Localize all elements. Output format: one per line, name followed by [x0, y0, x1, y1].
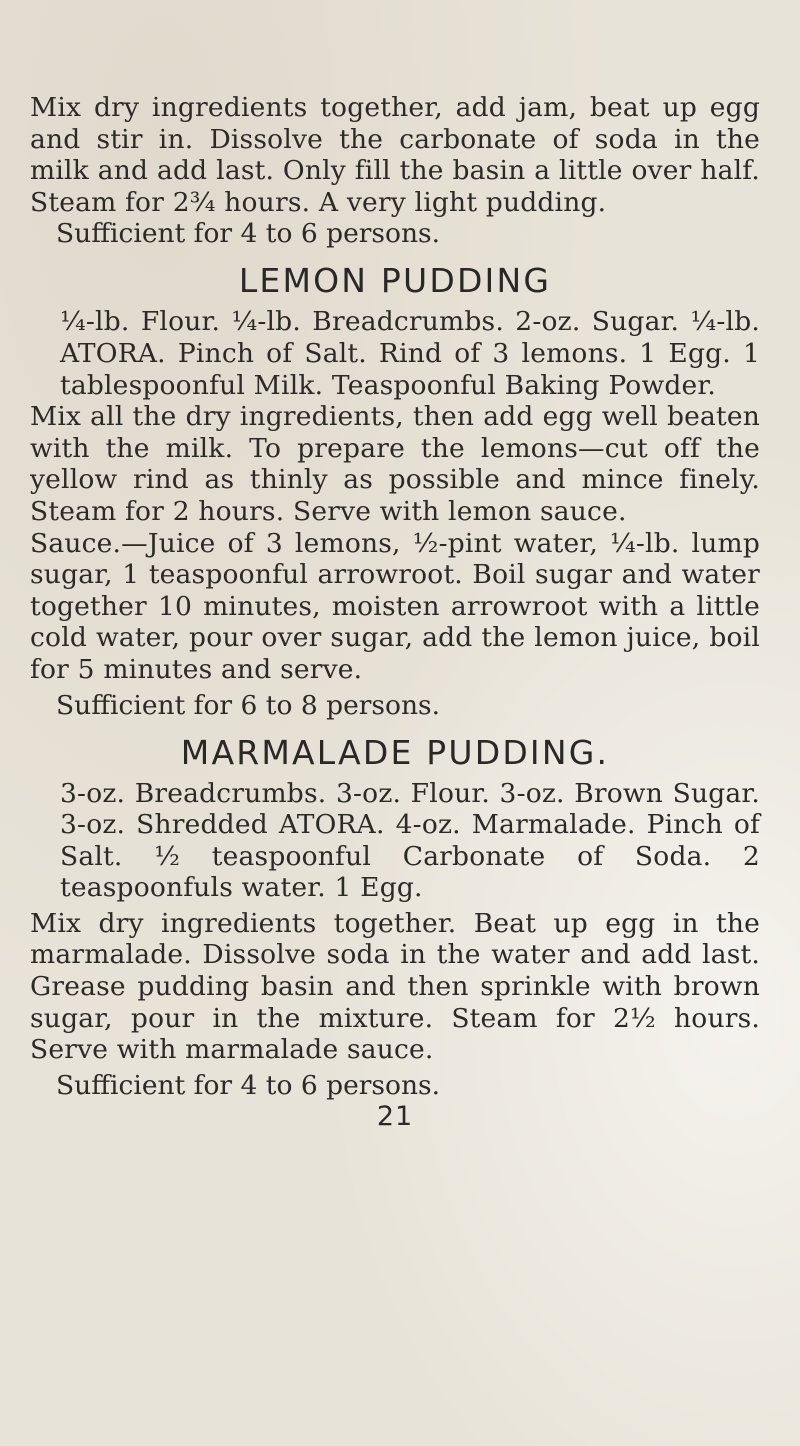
- lemon-sufficient: Sufficient for 6 to 8 persons.: [56, 689, 441, 721]
- lemon-sauce: Sauce.—Juice of 3 lemons, ½-pint water, ¼-lb. lump sugar, 1 teaspoonful arrowroot. Boil sugar and water together 10 minutes, moisten arrowroot with a little cold water, pour over sugar, add the lemon juice, boil for 5 minutes and serve.: [30, 527, 760, 685]
- lemon-method: Mix all the dry ingredients, then add egg well beaten with the milk. To prepare the lemons—cut off the yellow rind as thinly as possible and mince finely. Steam for 2 hours. Serve with lemon sauce.: [30, 401, 760, 527]
- lemon-ingredients: ¼-lb. Flour. ¼-lb. Breadcrumbs. 2-oz. Sugar. ¼-lb. ATORA. Pinch of Salt. Rind of 3 lemons. 1 Egg. 1 tablespoonful Milk. Teaspoonful Baking Powder.: [60, 306, 760, 401]
- page-number: 21: [376, 1100, 414, 1132]
- lemon-pudding-title: LEMON PUDDING: [238, 261, 552, 301]
- marmalade-pudding-title: MARMALADE PUDDING.: [180, 732, 610, 772]
- page-content: [30, 92, 760, 1132]
- marmalade-sufficient: Sufficient for 4 to 6 persons.: [56, 1069, 441, 1101]
- marmalade-method: Mix dry ingredients together. Beat up egg in the marmalade. Dissolve soda in the water and add last. Grease pudding basin and then sprinkle with brown sugar, pour in the mixture. Steam for 2½ hours. Serve with marmalade sauce.: [30, 907, 760, 1066]
- marmalade-ingredients: 3-oz. Breadcrumbs. 3-oz. Flour. 3-oz. Brown Sugar. 3-oz. Shredded ATORA. 4-oz. Marmalade. Pinch of Salt. ½ teaspoonful Carbonate of Soda. 2 teaspoonfuls water. 1 Egg.: [60, 777, 760, 904]
- intro-sufficient: Sufficient for 4 to 6 persons.: [56, 218, 441, 250]
- intro-method: Mix dry ingredients together, add jam, beat up egg and stir in. Dissolve the carbonate of soda in the milk and add last. Only fill the basin a little over half. Steam for 2¾ hours. A very light pudding.: [30, 92, 760, 218]
